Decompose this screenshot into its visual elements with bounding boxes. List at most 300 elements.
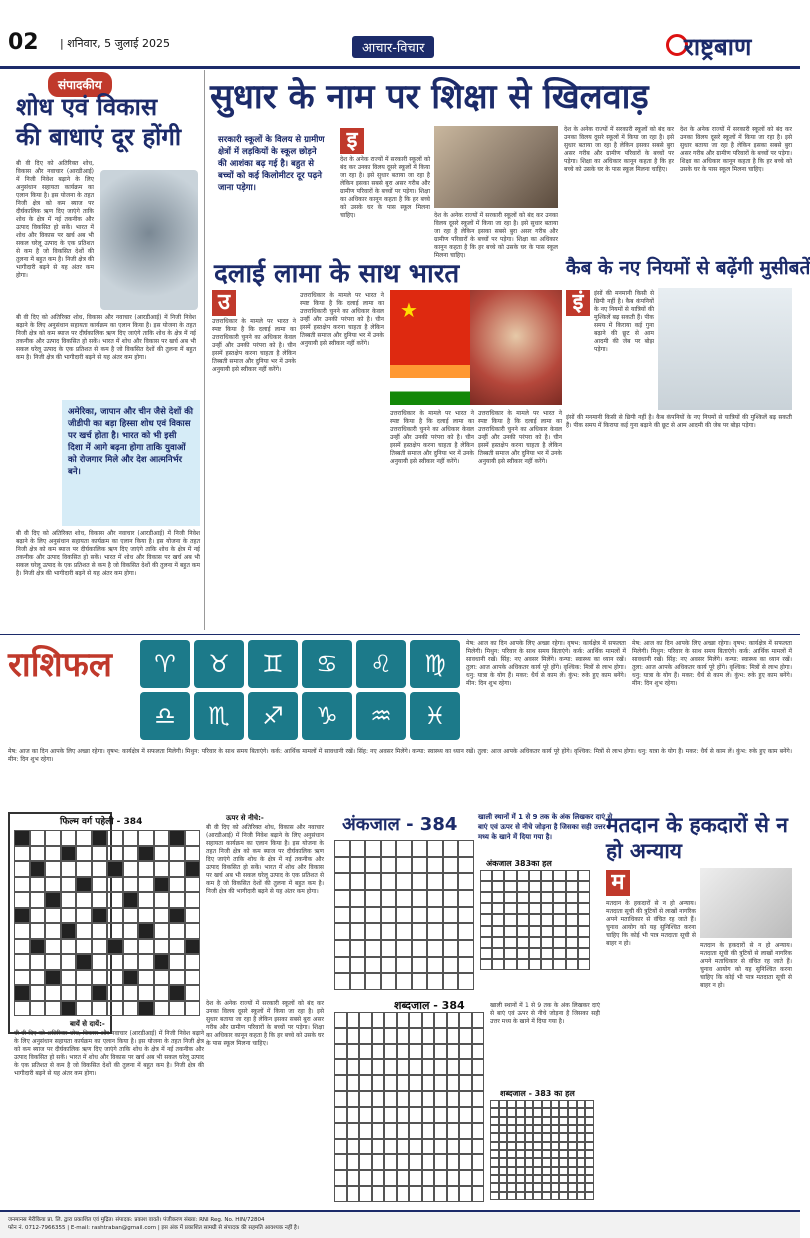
grid-cell <box>185 985 201 1001</box>
leo-icon: ♌ <box>356 640 406 688</box>
grid-cell <box>185 939 201 955</box>
grid-cell <box>427 857 443 874</box>
grid-cell <box>541 881 553 892</box>
grid-cell <box>492 937 504 948</box>
grid-cell <box>447 1028 460 1044</box>
grid-cell <box>169 830 185 846</box>
grid-cell <box>409 1044 422 1060</box>
grid-cell <box>76 830 92 846</box>
grid-cell <box>359 1075 372 1091</box>
grid-cell <box>577 1167 586 1175</box>
grid-cell <box>45 1001 61 1017</box>
grid-cell <box>412 923 428 940</box>
grid-cell <box>154 861 170 877</box>
grid-cell <box>347 1154 360 1170</box>
grid-cell <box>490 1133 499 1141</box>
grid-cell <box>585 1142 594 1150</box>
grid-cell <box>92 877 108 893</box>
grid-cell <box>347 1107 360 1123</box>
grid-cell <box>14 908 30 924</box>
dalai-lama-photo <box>470 290 562 405</box>
grid-cell <box>138 939 154 955</box>
lead-body-col4: देश के अनेक राज्यों में सरकारी स्कूलों को बंद कर उनका विलय दूसरे स्कूलों में किया जा रहा है। इसे सुधार बताया जा रहा है लेकिन इसका सबसे बुरा असर गरीब और ग्रामीण परिवारों के बच्चों पर पड़ेगा। शिक्षा का अधिकार कानून कहता है कि हर बच्चे को उसके घर के पास स्कूल मिलना चाहिए। <box>680 126 792 173</box>
grid-cell <box>422 1139 435 1155</box>
grid-cell <box>553 870 565 881</box>
grid-cell <box>334 1186 347 1202</box>
grid-cell <box>92 908 108 924</box>
grid-cell <box>499 1175 508 1183</box>
grid-cell <box>169 846 185 862</box>
grid-cell <box>529 914 541 925</box>
grid-cell <box>107 923 123 939</box>
grid-cell <box>492 914 504 925</box>
grid-cell <box>507 1167 516 1175</box>
grid-cell <box>542 1117 551 1125</box>
grid-cell <box>568 1133 577 1141</box>
grid-cell <box>551 1183 560 1191</box>
grid-cell <box>533 1125 542 1133</box>
grid-cell <box>447 1075 460 1091</box>
grid-cell <box>490 1100 499 1108</box>
grid-cell <box>169 923 185 939</box>
grid-cell <box>553 903 565 914</box>
grid-cell <box>492 881 504 892</box>
grid-cell <box>459 1154 472 1170</box>
grid-cell <box>107 1001 123 1017</box>
grid-cell <box>107 861 123 877</box>
grid-cell <box>533 1150 542 1158</box>
grid-cell <box>61 939 77 955</box>
grid-cell <box>480 881 492 892</box>
crossword-title: फिल्म वर्ग पहेली - 384 <box>60 817 143 827</box>
grid-cell <box>566 914 578 925</box>
grid-cell <box>585 1100 594 1108</box>
libra-icon: ♎ <box>140 692 190 740</box>
grid-cell <box>61 1001 77 1017</box>
grid-cell <box>568 1192 577 1200</box>
grid-cell <box>427 973 443 990</box>
grid-cell <box>334 1059 347 1075</box>
grid-cell <box>585 1150 594 1158</box>
grid-cell <box>553 881 565 892</box>
grid-cell <box>504 937 516 948</box>
grid-cell <box>409 1012 422 1028</box>
imprint-line-2: फोन नं. 0712-7966355 | E-mail: rashtraban@gmail.com | इस अंक में प्रकाशित सामग्री से संपादक की सहमति आवश्यक नहीं है। <box>8 1225 299 1231</box>
grid-cell <box>365 940 381 957</box>
grid-cell <box>427 907 443 924</box>
grid-cell <box>499 1117 508 1125</box>
grid-cell <box>499 1108 508 1116</box>
grid-cell <box>61 861 77 877</box>
grid-cell <box>499 1100 508 1108</box>
grid-cell <box>397 1123 410 1139</box>
grid-cell <box>566 959 578 970</box>
grid-cell <box>154 892 170 908</box>
grid-cell <box>372 1044 385 1060</box>
grid-cell <box>138 861 154 877</box>
grid-cell <box>397 1059 410 1075</box>
grid-cell <box>334 923 350 940</box>
grid-cell <box>359 1170 372 1186</box>
grid-cell <box>92 939 108 955</box>
shabdjal-solution-grid <box>490 1100 594 1200</box>
grid-cell <box>492 903 504 914</box>
issue-date: | शनिवार, 5 जुलाई 2025 <box>60 37 170 50</box>
grid-cell <box>507 1183 516 1191</box>
grid-cell <box>525 1133 534 1141</box>
grid-cell <box>529 937 541 948</box>
grid-cell <box>409 1075 422 1091</box>
grid-cell <box>577 1150 586 1158</box>
grid-cell <box>553 948 565 959</box>
grid-cell <box>578 937 590 948</box>
grid-cell <box>107 939 123 955</box>
grid-cell <box>14 892 30 908</box>
grid-cell <box>434 1044 447 1060</box>
grid-cell <box>154 939 170 955</box>
grid-cell <box>334 1170 347 1186</box>
grid-cell <box>412 890 428 907</box>
grid-cell <box>585 1133 594 1141</box>
capricorn-icon: ♑ <box>302 692 352 740</box>
grid-cell <box>350 890 366 907</box>
grid-cell <box>422 1028 435 1044</box>
grid-cell <box>529 926 541 937</box>
grid-cell <box>529 881 541 892</box>
grid-cell <box>396 940 412 957</box>
grid-cell <box>490 1192 499 1200</box>
grid-cell <box>334 1012 347 1028</box>
grid-cell <box>61 877 77 893</box>
grid-cell <box>396 957 412 974</box>
grid-cell <box>381 840 397 857</box>
grid-cell <box>154 923 170 939</box>
grid-cell <box>443 840 459 857</box>
grid-cell <box>384 1044 397 1060</box>
grid-cell <box>123 1001 139 1017</box>
grid-cell <box>490 1108 499 1116</box>
crossword-grid[interactable] <box>14 830 200 1016</box>
lead-body-col3: देश के अनेक राज्यों में सरकारी स्कूलों को बंद कर उनका विलय दूसरे स्कूलों में किया जा रहा है। इसे सुधार बताया जा रहा है लेकिन इसका सबसे बुरा असर गरीब और ग्रामीण परिवारों के बच्चों पर पड़ेगा। शिक्षा का अधिकार कानून कहता है कि हर बच्चे को उसके घर के पास स्कूल मिलना चाहिए। <box>564 126 674 173</box>
grid-cell <box>347 1123 360 1139</box>
grid-cell <box>45 923 61 939</box>
grid-cell <box>504 926 516 937</box>
dalai-body-col2: उत्तराधिकार के मामले पर भारत ने स्पष्ट किया है कि दलाई लामा का उत्तराधिकारी चुनने का अधिकार केवल उन्हीं और उनकी परंपरा को है। चीन इसमें हस्तक्षेप करना चाहता है लेकिन तिब्बती समाज और दुनिया भर में उनके अनुयायी इसे स्वीकार नहीं करेंगे। <box>300 292 384 347</box>
grid-cell <box>138 877 154 893</box>
grid-cell <box>384 1186 397 1202</box>
grid-cell <box>169 954 185 970</box>
research-illustration <box>100 170 198 310</box>
grid-cell <box>585 1175 594 1183</box>
grid-cell <box>334 840 350 857</box>
grid-cell <box>45 939 61 955</box>
grid-cell <box>559 1158 568 1166</box>
grid-cell <box>542 1150 551 1158</box>
grid-cell <box>76 939 92 955</box>
grid-cell <box>365 840 381 857</box>
grid-cell <box>542 1192 551 1200</box>
grid-cell <box>384 1012 397 1028</box>
cab-dropcap: इं <box>566 290 590 316</box>
rashifal-body-col2: मेष: आज का दिन आपके लिए अच्छा रहेगा। वृषभ: कार्यक्षेत्र में सफलता मिलेगी। मिथुन: परिवार के साथ समय बिताएंगे। कर्क: आर्थिक मामलों में सावधानी रखें। सिंह: नए अवसर मिलेंगे। कन्या: स्वास्थ्य का ध्यान रखें। तुला: आज आपके अधिकतर कार्य पूरे होंगे। वृश्चिक: मित्रों से लाभ होगा। धनु: यात्रा के योग हैं। मकर: धैर्य से काम लें। कुंभ: रुके हुए काम बनेंगे। मीन: दिन शुभ रहेगा। <box>632 640 792 687</box>
grid-cell <box>350 957 366 974</box>
grid-cell <box>397 1170 410 1186</box>
shabdjal-grid[interactable] <box>334 1012 484 1202</box>
grid-cell <box>169 892 185 908</box>
matdan-headline: मतदान के हकदारों से न हो अन्याय <box>606 813 788 863</box>
grid-cell <box>396 873 412 890</box>
editorial-body-cont: बी वी दिए को अतिरिक्त शोध, विकास और नवाचार (आरडीआई) में निजी निवेश बढ़ाने के लिए अनुसंधान सहायता कार्यक्रम का एलान किया है। इस योजना के तहत निजी क्षेत्र को कम ब्याज पर दीर्घकालिक ऋण दिए जाएंगे ताकि शोध के क्षेत्र में नई तकनीक और उत्पाद विकसित हो सकें। भारत में शोध और विकास पर खर्च अब भी सकल घरेलू उत्पाद के एक प्रतिशत से कम है जो विकसित देशों की तुलना में बहुत कम है। निजी क्षेत्र की भागीदारी बढ़ने से यह अंतर कम होगा। <box>16 314 196 361</box>
grid-cell <box>347 1044 360 1060</box>
grid-cell <box>504 959 516 970</box>
grid-cell <box>499 1142 508 1150</box>
grid-cell <box>551 1192 560 1200</box>
grid-cell <box>507 1158 516 1166</box>
grid-cell <box>334 1044 347 1060</box>
grid-cell <box>359 1028 372 1044</box>
grid-cell <box>61 892 77 908</box>
grid-cell <box>409 1186 422 1202</box>
grid-cell <box>422 1123 435 1139</box>
grid-cell <box>492 948 504 959</box>
grid-cell <box>504 903 516 914</box>
shabdjal-solution-title: शब्दजाल - 383 का हल <box>500 1089 575 1098</box>
sagittarius-icon: ♐ <box>248 692 298 740</box>
grid-cell <box>577 1108 586 1116</box>
grid-cell <box>492 892 504 903</box>
grid-cell <box>443 907 459 924</box>
grid-cell <box>542 1167 551 1175</box>
brand-name: राष्ट्रबाण <box>684 33 752 61</box>
grid-cell <box>45 985 61 1001</box>
grid-cell <box>499 1150 508 1158</box>
grid-cell <box>365 907 381 924</box>
grid-cell <box>350 840 366 857</box>
grid-cell <box>542 1142 551 1150</box>
grid-cell <box>559 1133 568 1141</box>
grid-cell <box>577 1125 586 1133</box>
china-flag <box>390 290 470 365</box>
cancer-icon: ♋ <box>302 640 352 688</box>
grid-cell <box>447 1012 460 1028</box>
grid-cell <box>123 954 139 970</box>
grid-cell <box>427 890 443 907</box>
grid-cell <box>30 877 46 893</box>
grid-cell <box>459 1012 472 1028</box>
grid-cell <box>517 892 529 903</box>
grid-cell <box>384 1091 397 1107</box>
grid-cell <box>45 877 61 893</box>
grid-cell <box>334 1154 347 1170</box>
grid-cell <box>422 1091 435 1107</box>
grid-cell <box>92 846 108 862</box>
grid-cell <box>397 1044 410 1060</box>
rashifal-body-col1: मेष: आज का दिन आपके लिए अच्छा रहेगा। वृषभ: कार्यक्षेत्र में सफलता मिलेगी। मिथुन: परिवार के साथ समय बिताएंगे। कर्क: आर्थिक मामलों में सावधानी रखें। सिंह: नए अवसर मिलेंगे। कन्या: स्वास्थ्य का ध्यान रखें। तुला: आज आपके अधिकतर कार्य पूरे होंगे। वृश्चिक: मित्रों से लाभ होगा। धनु: यात्रा के योग हैं। मकर: धैर्य से काम लें। कुंभ: रुके हुए काम बनेंगे। मीन: दिन शुभ रहेगा। <box>466 640 626 687</box>
grid-cell <box>472 1154 485 1170</box>
voting-finger-photo <box>700 868 792 938</box>
grid-cell <box>516 1100 525 1108</box>
grid-cell <box>169 861 185 877</box>
grid-cell <box>472 1170 485 1186</box>
matdan-dropcap: म <box>606 870 630 896</box>
grid-cell <box>397 1075 410 1091</box>
grid-cell <box>92 861 108 877</box>
grid-cell <box>533 1158 542 1166</box>
grid-cell <box>499 1158 508 1166</box>
grid-cell <box>507 1108 516 1116</box>
grid-cell <box>397 1012 410 1028</box>
grid-cell <box>459 1186 472 1202</box>
grid-cell <box>578 892 590 903</box>
grid-cell <box>472 1028 485 1044</box>
grid-cell <box>434 1123 447 1139</box>
grid-cell <box>365 973 381 990</box>
scorpio-icon: ♏ <box>194 692 244 740</box>
grid-cell <box>185 1001 201 1017</box>
grid-cell <box>76 985 92 1001</box>
grid-cell <box>372 1123 385 1139</box>
grid-cell <box>577 1142 586 1150</box>
grid-cell <box>559 1167 568 1175</box>
grid-cell <box>529 903 541 914</box>
grid-cell <box>551 1133 560 1141</box>
grid-cell <box>525 1183 534 1191</box>
grid-cell <box>409 1123 422 1139</box>
grid-cell <box>504 881 516 892</box>
grid-cell <box>504 892 516 903</box>
grid-cell <box>507 1117 516 1125</box>
grid-cell <box>516 1108 525 1116</box>
grid-cell <box>123 923 139 939</box>
grid-cell <box>472 1123 485 1139</box>
grid-cell <box>61 985 77 1001</box>
grid-cell <box>585 1183 594 1191</box>
grid-cell <box>472 1075 485 1091</box>
grid-cell <box>365 873 381 890</box>
grid-cell <box>372 1154 385 1170</box>
grid-cell <box>499 1192 508 1200</box>
grid-cell <box>533 1142 542 1150</box>
grid-cell <box>107 908 123 924</box>
grid-cell <box>372 1012 385 1028</box>
grid-cell <box>427 940 443 957</box>
grid-cell <box>443 940 459 957</box>
grid-cell <box>458 840 474 857</box>
grid-cell <box>384 1123 397 1139</box>
grid-cell <box>381 923 397 940</box>
grid-cell <box>553 892 565 903</box>
grid-cell <box>553 926 565 937</box>
grid-cell <box>138 1001 154 1017</box>
grid-cell <box>447 1091 460 1107</box>
grid-cell <box>334 1091 347 1107</box>
grid-cell <box>459 1091 472 1107</box>
grid-cell <box>559 1117 568 1125</box>
grid-cell <box>76 892 92 908</box>
grid-cell <box>525 1158 534 1166</box>
grid-cell <box>516 1125 525 1133</box>
rashifal-body-row: मेष: आज का दिन आपके लिए अच्छा रहेगा। वृषभ: कार्यक्षेत्र में सफलता मिलेगी। मिथुन: परिवार के साथ समय बिताएंगे। कर्क: आर्थिक मामलों में सावधानी रखें। सिंह: नए अवसर मिलेंगे। कन्या: स्वास्थ्य का ध्यान रखें। तुला: आज आपके अधिकतर कार्य पूरे होंगे। वृश्चिक: मित्रों से लाभ होगा। धनु: यात्रा के योग हैं। मकर: धैर्य से काम लें। कुंभ: रुके हुए काम बनेंगे। मीन: दिन शुभ रहेगा। <box>8 748 792 763</box>
grid-cell <box>551 1167 560 1175</box>
grid-cell <box>45 830 61 846</box>
grid-cell <box>578 870 590 881</box>
grid-cell <box>447 1107 460 1123</box>
grid-cell <box>585 1167 594 1175</box>
grid-cell <box>434 1139 447 1155</box>
grid-cell <box>409 1107 422 1123</box>
grid-cell <box>412 907 428 924</box>
grid-cell <box>169 908 185 924</box>
grid-cell <box>541 914 553 925</box>
grid-cell <box>447 1154 460 1170</box>
grid-cell <box>585 1192 594 1200</box>
grid-cell <box>568 1142 577 1150</box>
grid-cell <box>123 970 139 986</box>
grid-cell <box>480 948 492 959</box>
ankjal-solution-grid <box>480 870 590 970</box>
grid-cell <box>154 985 170 1001</box>
grid-cell <box>553 914 565 925</box>
ankjal-grid[interactable] <box>334 840 474 990</box>
grid-cell <box>169 1001 185 1017</box>
grid-cell <box>45 970 61 986</box>
grid-cell <box>76 846 92 862</box>
grid-cell <box>422 1154 435 1170</box>
grid-cell <box>30 954 46 970</box>
grid-cell <box>568 1167 577 1175</box>
grid-cell <box>541 959 553 970</box>
grid-cell <box>14 861 30 877</box>
grid-cell <box>458 957 474 974</box>
grid-cell <box>516 1150 525 1158</box>
grid-cell <box>499 1167 508 1175</box>
grid-cell <box>459 1123 472 1139</box>
grid-cell <box>542 1100 551 1108</box>
grid-cell <box>533 1133 542 1141</box>
grid-cell <box>107 830 123 846</box>
grid-cell <box>516 1142 525 1150</box>
grid-cell <box>542 1108 551 1116</box>
grid-cell <box>350 857 366 874</box>
grid-cell <box>507 1192 516 1200</box>
grid-cell <box>138 908 154 924</box>
grid-cell <box>365 857 381 874</box>
grid-cell <box>568 1125 577 1133</box>
grid-cell <box>559 1175 568 1183</box>
grid-cell <box>542 1183 551 1191</box>
grid-cell <box>372 1139 385 1155</box>
grid-cell <box>459 1059 472 1075</box>
grid-cell <box>507 1142 516 1150</box>
grid-cell <box>396 907 412 924</box>
grid-cell <box>551 1117 560 1125</box>
grid-cell <box>585 1125 594 1133</box>
grid-cell <box>61 830 77 846</box>
grid-cell <box>492 959 504 970</box>
grid-cell <box>384 1075 397 1091</box>
grid-cell <box>107 954 123 970</box>
grid-cell <box>359 1139 372 1155</box>
grid-cell <box>347 1139 360 1155</box>
grid-cell <box>14 985 30 1001</box>
grid-cell <box>434 1186 447 1202</box>
grid-cell <box>533 1175 542 1183</box>
grid-cell <box>525 1150 534 1158</box>
grid-cell <box>516 1192 525 1200</box>
grid-cell <box>30 830 46 846</box>
grid-cell <box>14 1001 30 1017</box>
grid-cell <box>568 1158 577 1166</box>
